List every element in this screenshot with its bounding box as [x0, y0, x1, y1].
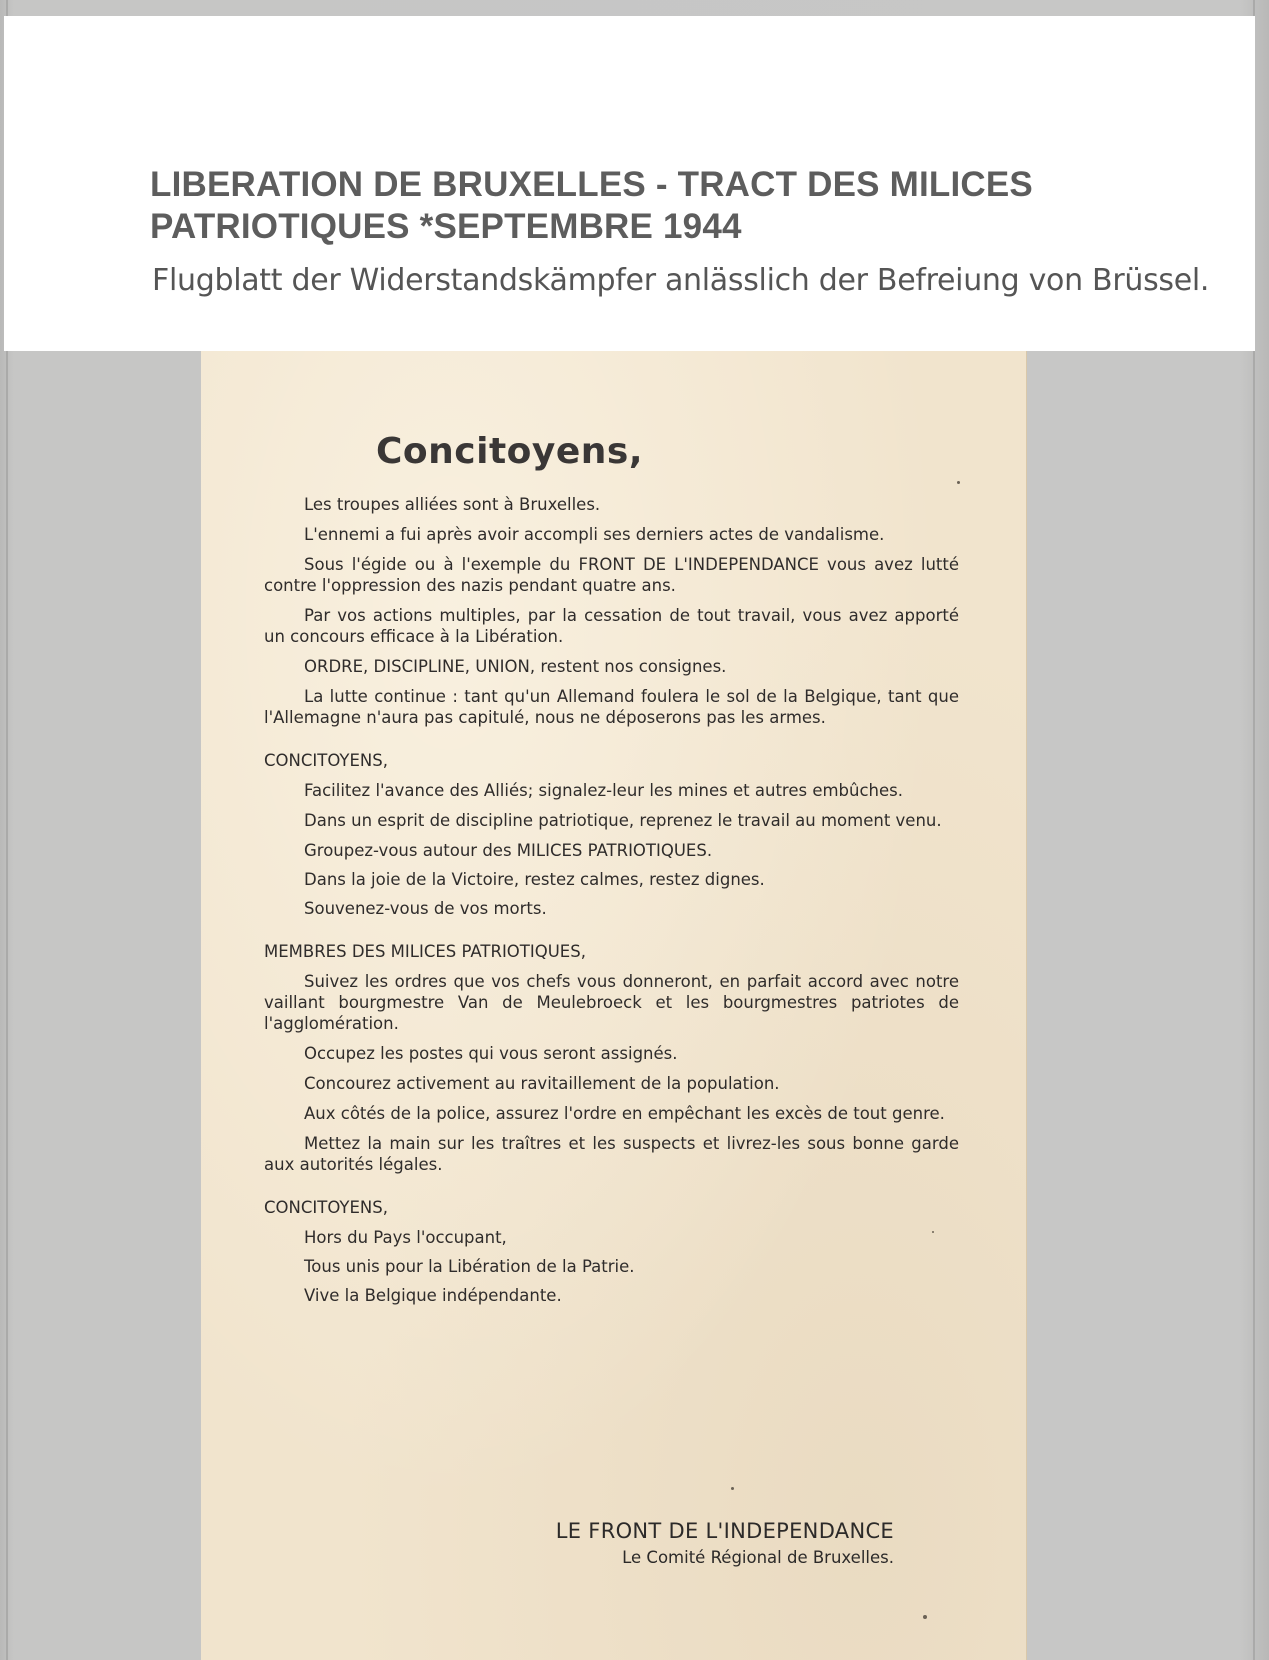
section-heading-citizens: CONCITOYENS,	[264, 751, 388, 770]
leaflet-body	[264, 494, 959, 1314]
signature-organization: LE FRONT DE L'INDEPENDANCE	[555, 1519, 894, 1543]
paragraph: Souvenez-vous de vos morts.	[304, 899, 547, 918]
paragraph: Les troupes alliées sont à Bruxelles.	[304, 495, 601, 514]
paragraph: Dans la joie de la Victoire, restez calmes, restez dignes.	[304, 870, 765, 889]
paragraph: La lutte continue : tant qu'un Allemand foulera le sol de la Belgique, tant que l'Allemagne n'aura pas capitulé, nous ne déposerons pas les armes.	[264, 687, 959, 727]
paper-speck	[932, 1231, 934, 1233]
paper-speck	[923, 1615, 927, 1619]
paragraph: Suivez les ordres que vos chefs vous donneront, en parfait accord avec notre vaillant bourgmestre Van de Meulebroeck et les bourgmestres patriotes de l'agglomération.	[264, 972, 959, 1033]
paper-speck	[731, 1487, 734, 1490]
section-heading-members: MEMBRES DES MILICES PATRIOTIQUES,	[264, 942, 586, 961]
paragraph: Hors du Pays l'occupant,	[304, 1228, 507, 1247]
paragraph: Sous l'égide ou à l'exemple du FRONT DE L'INDEPENDANCE vous avez lutté contre l'oppression des nazis pendant quatre ans.	[264, 555, 959, 595]
paragraph: Groupez-vous autour des MILICES PATRIOTIQUES.	[304, 841, 713, 860]
paragraph: Concourez activement au ravitaillement de la population.	[304, 1074, 780, 1093]
caption-title: LIBERATION DE BRUXELLES - TRACT DES MILICES PATRIOTIQUES *SEPTEMBRE 1944	[150, 165, 1033, 246]
signature-block	[501, 1517, 894, 1571]
paragraph: L'ennemi a fui après avoir accompli ses derniers actes de vandalisme.	[304, 525, 885, 544]
paragraph: Tous unis pour la Libération de la Patrie.	[304, 1257, 635, 1276]
paragraph: Facilitez l'avance des Alliés; signalez-leur les mines et autres embûches.	[304, 781, 904, 800]
paragraph: Mettez la main sur les traîtres et les suspects et livrez-les sous bonne garde aux autorités légales.	[264, 1134, 959, 1174]
paragraph: Dans un esprit de discipline patriotique, reprenez le travail au moment venu.	[304, 811, 942, 830]
caption-subtitle: Flugblatt der Widerstandskämpfer anlässlich der Befreiung von Brüssel.	[152, 263, 1210, 298]
section-heading-closing: CONCITOYENS,	[264, 1198, 388, 1217]
paragraph: Occupez les postes qui vous seront assignés.	[304, 1044, 678, 1063]
paragraph: Par vos actions multiples, par la cessation de tout travail, vous avez apporté un concours efficace à la Libération.	[264, 606, 959, 646]
paragraph: ORDRE, DISCIPLINE, UNION, restent nos consignes.	[304, 657, 727, 676]
paragraph: Vive la Belgique indépendante.	[304, 1286, 562, 1305]
paragraph: Aux côtés de la police, assurez l'ordre en empêchant les excès de tout genre.	[304, 1104, 945, 1123]
paper-speck	[957, 481, 960, 484]
leaflet-heading: Concitoyens,	[376, 431, 644, 472]
leaflet-document	[201, 351, 1026, 1660]
signature-committee: Le Comité Régional de Bruxelles.	[622, 1548, 894, 1567]
